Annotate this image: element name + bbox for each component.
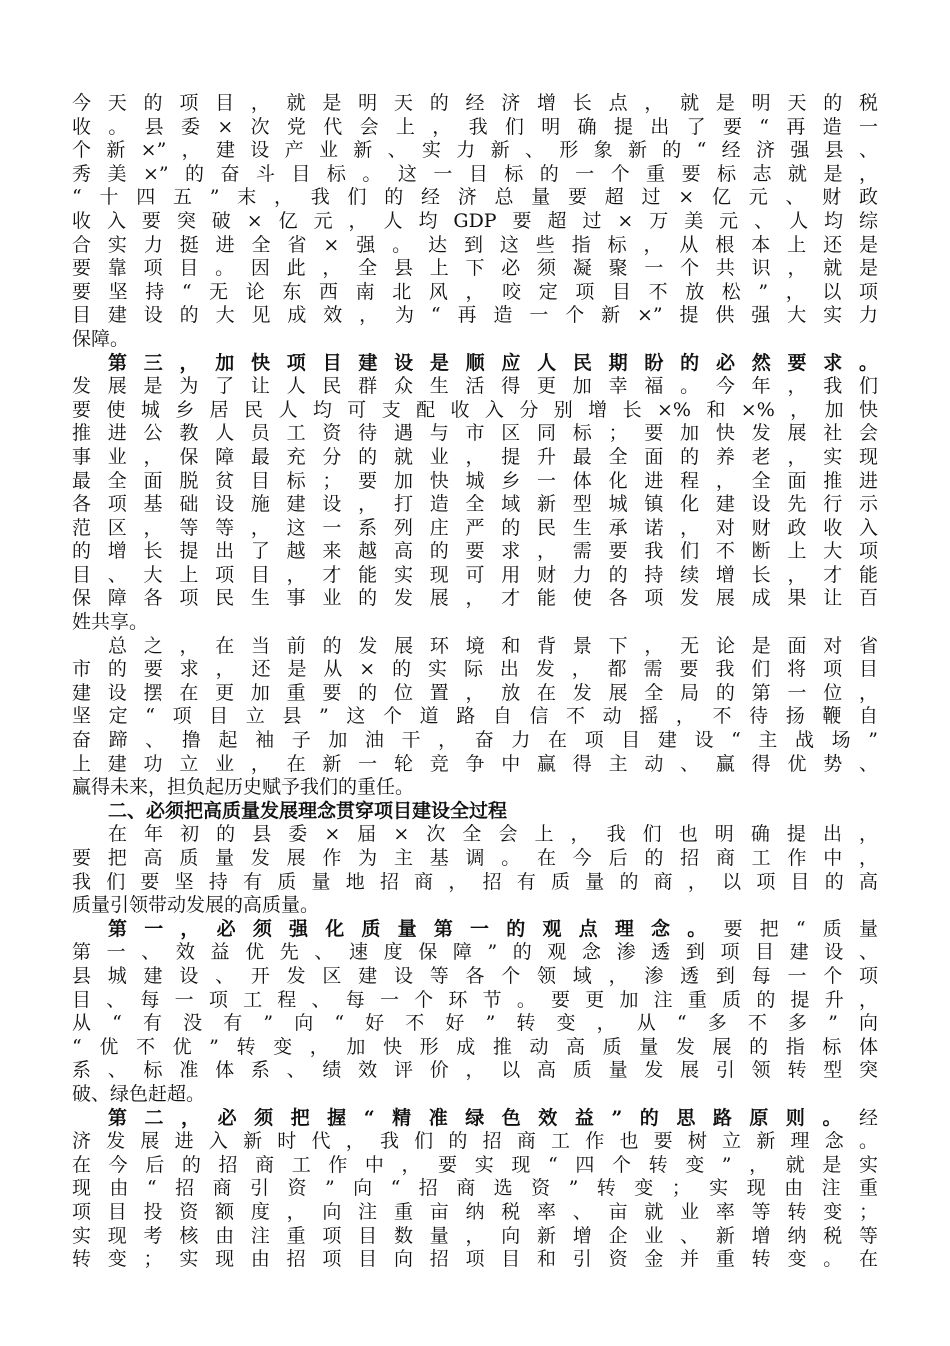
text-line: 今天的项目，就是明天的经济增长点，就是明天的税 <box>72 92 878 114</box>
text-line: 要靠项目。因此，全县上下必须凝聚一个共识，就是 <box>72 257 878 280</box>
document-body <box>72 92 878 1272</box>
text-line: 姓共享。 <box>72 611 149 634</box>
text-line: 秀美×”的奋斗目标。这一目标的一个重要标志就是， <box>72 162 878 185</box>
text-line: 项目投资额度，向注重亩纳税率、亩就业率等转变； <box>72 1200 878 1223</box>
text-line: 赢得未来，担负起历史赋予我们的重任。 <box>72 776 415 799</box>
text-line: 目、大上项目，才能实现可用财力的持续增长，才能 <box>72 563 878 586</box>
text-line: 在年初的县委×届×次全会上，我们也明确提出， <box>108 823 878 846</box>
text-line: “十四五”末，我们的经济总量要超过×亿元、财政 <box>72 186 878 209</box>
text-line: 要坚持“无论东西南北风，咬定项目不放松”，以项 <box>72 280 878 303</box>
text-line <box>72 1107 878 1131</box>
text-line: 各项基础设施建设，打造全域新型城镇化建设先行示 <box>72 493 878 516</box>
text-line: 要把高质量发展作为主基调。在今后的招商工作中， <box>72 847 878 869</box>
text-line: 要使城乡居民人均可支配收入分别增长×%和×%，加快 <box>72 398 878 421</box>
text-line: 保障各项民生事业的发展，才能使各项发展成果让百 <box>72 587 878 610</box>
text-line: 在今后的招商工作中，要实现“四个转变”，就是实 <box>72 1153 878 1176</box>
text-line: 推进公教人员工资待遇与市区同标；要加快发展社会 <box>72 422 878 445</box>
text-line: 县城建设、开发区建设等各个领域，渗透到每一个项 <box>72 964 878 987</box>
text-line: 转变；实现由招项目向招项目和引资金并重转变。在 <box>72 1248 878 1271</box>
text-line: 的增长提出了越来越高的要求，需要我们不断上大项 <box>72 540 878 563</box>
text-line: 收。县委×次党代会上，我们明确提出了要“再造一 <box>72 115 878 138</box>
text-line: 系、标准体系、绩效评价，以高质量发展引领转型突 <box>72 1059 878 1082</box>
text-line: 目建设的大见成效，为“再造一个新×”提供强大实力 <box>72 304 878 327</box>
text-run: 经 <box>858 1106 878 1129</box>
text-line: 个新×”，建设产业新、实力新、形象新的“经济强县、 <box>72 139 878 162</box>
text-line: 破、绿色赶超。 <box>72 1082 206 1105</box>
text-line: 事业，保障最充分的就业，提升最全面的养老，实现 <box>72 445 878 468</box>
text-line: 上建功立业，在新一轮竞争中赢得主动、赢得优势、 <box>72 752 878 775</box>
text-run: 要把“质量 <box>723 917 878 940</box>
text-line: 最全面脱贫目标；要加快城乡一体化进程，全面推进 <box>72 469 878 492</box>
text-line: 从“有没有”向“好不好”转变，从“多不多”向 <box>72 1012 878 1035</box>
text-line: 市的要求，还是从×的实际出发，都需要我们将项目 <box>72 658 878 681</box>
text-line: 目、每一项工程、每一个环节。要更加注重质的提升， <box>72 988 878 1011</box>
text-line: 保障。 <box>72 327 130 350</box>
text-line: 总之，在当前的发展环境和背景下，无论是面对省 <box>108 634 878 657</box>
text-line: 收入要突破×亿元，人均GDP要超过×万美元、人均综 <box>72 209 878 232</box>
text-line: 范区，等等，这一系列庄严的民生承诺，对财政收入 <box>72 516 878 539</box>
text-line: 发展是为了让人民群众生活得更加幸福。今年，我们 <box>72 375 878 398</box>
text-line: 现由“招商引资”向“招商选资”转变；实现由注重 <box>72 1177 878 1200</box>
text-line: 坚定“项目立县”这个道路自信不动摇，不待扬鞭自 <box>72 705 878 728</box>
text-line <box>72 918 878 942</box>
text-line: 实现考核由注重项目数量，向新增企业、新增纳税等 <box>72 1224 878 1247</box>
text-line: 合实力挺进全省×强。达到这些指标，从根本上还是 <box>72 233 878 256</box>
text-line: “优不优”转变，加快形成推动高质量发展的指标体 <box>72 1035 878 1058</box>
text-line: 济发展进入新时代，我们的招商工作也要树立新理念。 <box>72 1130 878 1153</box>
text-line: 奋蹄、撸起袖子加油干，奋力在项目建设“主战场” <box>72 729 878 752</box>
text-line: 我们要坚持有质量地招商，招有质量的商，以项目的高 <box>72 870 878 893</box>
text-line: 建设摆在更加重要的位置，放在发展全局的第一位， <box>72 681 878 704</box>
text-line: 质量引领带动发展的高质量。 <box>72 894 320 917</box>
text-line: 第一、效益优先、速度保障”的观念渗透到项目建设、 <box>72 941 878 964</box>
bold-heading: 第二，必须把握“精准绿色效益”的思路原则。 <box>108 1106 859 1129</box>
section-heading: 二、必须把高质量发展理念贯穿项目建设全过程 <box>108 799 508 822</box>
section-heading: 第三，加快项目建设是顺应人民期盼的必然要求。 <box>108 351 878 374</box>
bold-heading: 第一，必须强化质量第一的观点理念。 <box>108 917 724 940</box>
